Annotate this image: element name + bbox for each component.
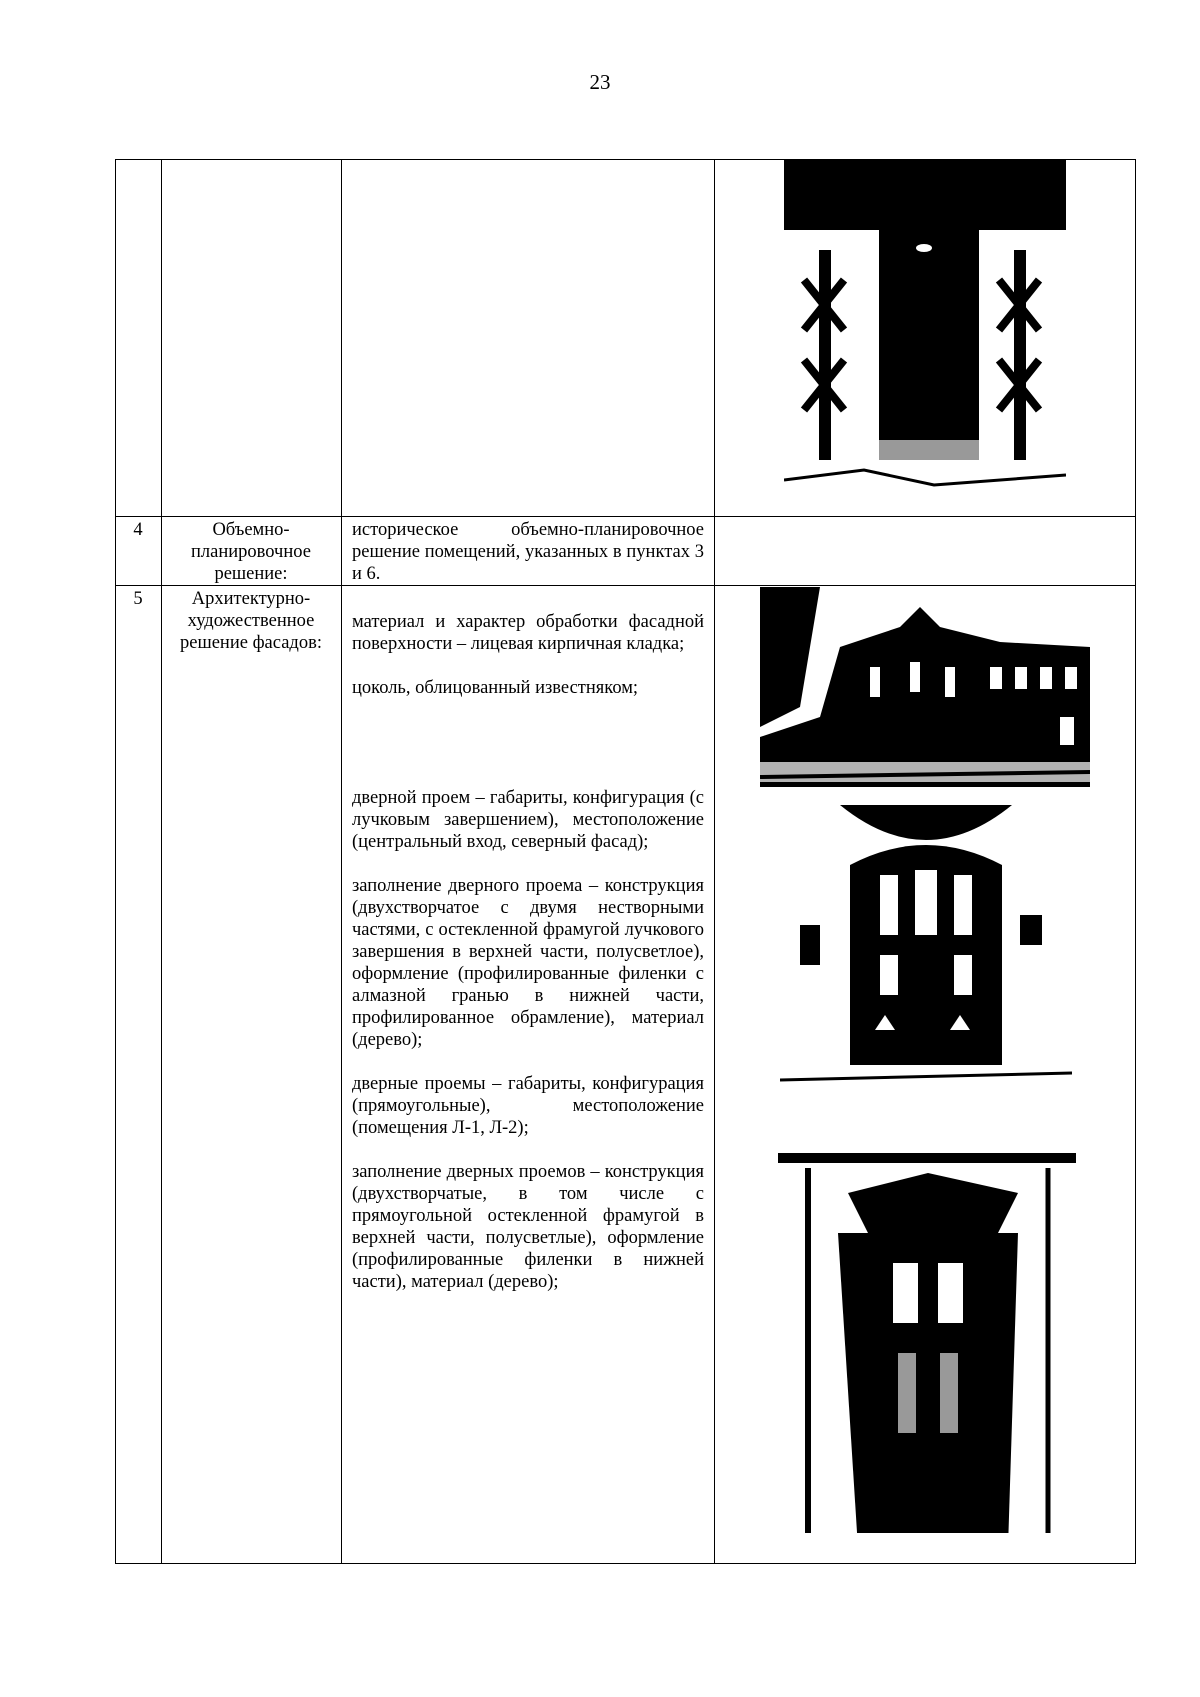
table-divider-col2 <box>341 159 342 1564</box>
row-5-top <box>115 585 1136 586</box>
table-divider-col1 <box>161 159 162 1564</box>
row-4-paragraph: историческое объемно-планировочное решение помещений, указанных в пунктах 3 и 6. <box>352 520 704 584</box>
row-4-top <box>115 516 1136 517</box>
door-opening-paragraph: дверной проем – габариты, конфигурация (с лучковым завершением), местоположение (центральный вход, северный фасад); <box>352 788 704 852</box>
main-entrance-door-photo <box>780 805 1072 1097</box>
room-doors-photo <box>778 1153 1076 1548</box>
table-border-left <box>115 159 116 1564</box>
facade-photo <box>760 587 1090 787</box>
row-4-number: 4 <box>133 520 143 540</box>
door-openings-paragraph: дверные проемы – габариты, конфигурация (прямоугольные), местоположение (помещения Л-1, Л-2); <box>352 1074 704 1138</box>
row-5-label: Архитектурно-художественное решение фасадов: <box>180 589 322 653</box>
plinth-paragraph: цоколь, облицованный известняком; <box>352 678 639 698</box>
page-number: 23 <box>589 70 611 94</box>
door-filling-paragraph: заполнение дверного проема – конструкция (двухстворчатое с двумя нестворными частями, с остекленной фрамугой лучкового завершения в верхней части, полусветлое), оформление (профилированные филенки с алмазной гранью в нижней части, профилированное обрамление), материал (дерево); <box>352 876 704 1050</box>
row-4-text <box>352 519 704 585</box>
entrance-canopy-photo <box>784 160 1066 500</box>
row-5-text <box>352 611 704 1315</box>
row-4-label: Объемно-планировочное решение: <box>191 520 311 584</box>
table-divider-col3 <box>714 159 715 1564</box>
table-border-bottom <box>115 1563 1136 1564</box>
table-border-right <box>1135 159 1136 1564</box>
door-openings-filling-paragraph: заполнение дверных проемов – конструкция (двухстворчатые, в том числе с прямоугольной остекленной фрамугой в верхней части, полусветлые), оформление (профилированные филенки в нижней части), материал (дерево); <box>352 1162 704 1292</box>
row-5-number: 5 <box>133 589 143 609</box>
facade-material-paragraph: материал и характер обработки фасадной поверхности – лицевая кирпичная кладка; <box>352 612 704 654</box>
